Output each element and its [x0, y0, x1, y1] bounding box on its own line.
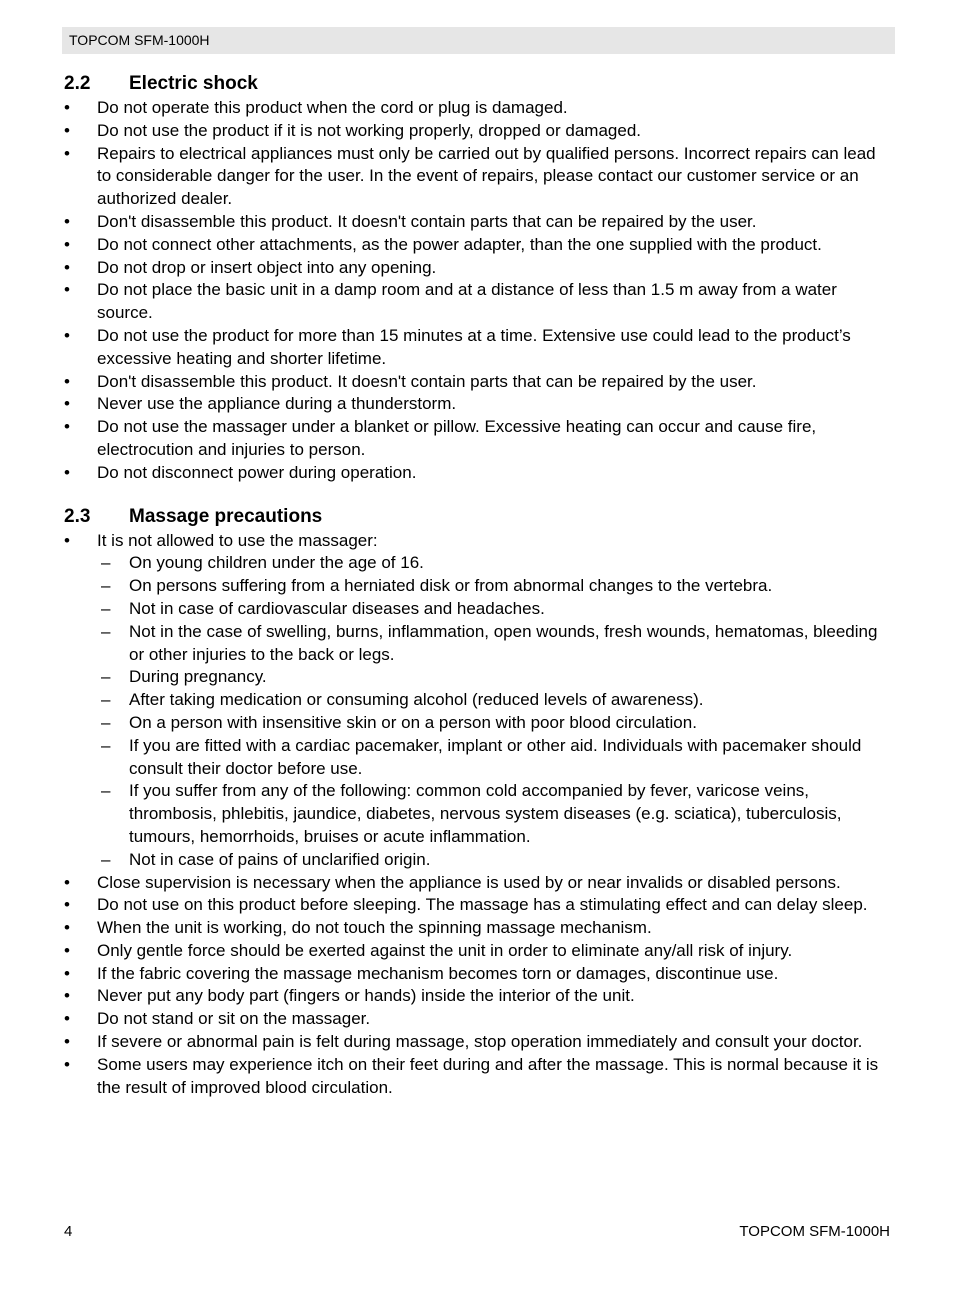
list-item-text: If the fabric covering the massage mechanism becomes torn or damages, discontinue use.	[97, 963, 779, 983]
list-item	[64, 917, 894, 940]
list-item-text: On young children under the age of 16.	[129, 553, 424, 573]
dash-marker: –	[101, 849, 111, 869]
list-item-text: If you suffer from any of the following: common cold accompanied by fever, varicose veins, thrombosis, phlebitis, jaundice, diabetes, nervous system diseases (e.g. sciatica), tuberculosis, tumours, hemorrhoids, bruises or acute inflammation.	[129, 781, 842, 846]
list-item	[64, 416, 894, 462]
section-number: 2.2	[64, 73, 91, 94]
list-item-text: Do not drop or insert object into any opening.	[97, 257, 437, 277]
bullet-marker: •	[64, 986, 70, 1006]
list-item-text: Never put any body part (fingers or hands) inside the interior of the unit.	[97, 986, 635, 1006]
page-number: 4	[64, 1223, 73, 1240]
list-item	[97, 735, 894, 781]
list-item	[64, 393, 894, 416]
list-item	[64, 279, 894, 325]
dash-marker: –	[101, 621, 111, 641]
list-item-text: If you are fitted with a cardiac pacemaker, implant or other aid. Individuals with pacemaker should consult their doctor before use.	[129, 735, 862, 778]
list-item-text: If severe or abnormal pain is felt during massage, stop operation immediately and consult your doctor.	[97, 1032, 863, 1052]
list-item	[64, 963, 894, 986]
bullet-marker: •	[64, 371, 70, 391]
bullet-list	[64, 530, 894, 1100]
dash-marker: –	[101, 598, 111, 618]
list-item-text: Do not use the product for more than 15 minutes at a time. Extensive use could lead to the product’s excessive heating and shorter lifetime.	[97, 325, 851, 368]
bullet-marker: •	[64, 1032, 70, 1052]
list-item	[64, 325, 894, 371]
list-item-text: On persons suffering from a herniated disk or from abnormal changes to the vertebra.	[129, 576, 773, 596]
list-item-text: During pregnancy.	[129, 667, 267, 687]
list-item-text: Do not operate this product when the cord or plug is damaged.	[97, 98, 568, 117]
dash-marker: –	[101, 781, 111, 801]
list-item	[64, 371, 894, 394]
bullet-marker: •	[64, 940, 70, 960]
list-item	[64, 1031, 894, 1054]
list-item	[97, 598, 894, 621]
list-item-text: Repairs to electrical appliances must only be carried out by qualified persons. Incorrect repairs can lead to considerable danger for the user. In the event of repairs, please contact our customer service or an authorized dealer.	[97, 143, 876, 209]
list-item	[64, 120, 894, 143]
header-title: TOPCOM SFM-1000H	[69, 32, 210, 48]
footer-title: TOPCOM SFM-1000H	[739, 1223, 890, 1240]
bullet-marker: •	[64, 963, 70, 983]
list-item-text: It is not allowed to use the massager:	[97, 530, 378, 550]
bullet-marker: •	[64, 462, 70, 482]
list-item-text: After taking medication or consuming alcohol (reduced levels of awareness).	[129, 690, 704, 710]
bullet-marker: •	[64, 530, 70, 550]
list-item	[97, 849, 894, 872]
list-item	[64, 894, 894, 917]
dash-marker: –	[101, 553, 111, 573]
dash-marker: –	[101, 690, 111, 710]
section-electric-shock	[64, 71, 894, 485]
list-item-text: Never use the appliance during a thunderstorm.	[97, 394, 457, 414]
list-item-text: Do not stand or sit on the massager.	[97, 1009, 371, 1029]
bullet-marker: •	[64, 872, 70, 892]
dash-marker: –	[101, 667, 111, 687]
list-item	[97, 780, 894, 848]
list-item-text: Do not connect other attachments, as the power adapter, than the one supplied with the product.	[97, 234, 822, 254]
list-item	[97, 689, 894, 712]
bullet-marker: •	[64, 143, 70, 163]
list-item	[64, 234, 894, 257]
sub-list	[97, 552, 894, 871]
list-item	[97, 712, 894, 735]
list-item-text: Do not place the basic unit in a damp room and at a distance of less than 1.5 m away from a water source.	[97, 280, 837, 323]
section-massage-precautions	[64, 504, 894, 1100]
list-item-text: Do not use the product if it is not working properly, dropped or damaged.	[97, 120, 641, 140]
list-item	[64, 143, 894, 211]
list-item	[64, 940, 894, 963]
list-item-text: Not in case of pains of unclarified origin.	[129, 849, 431, 869]
dash-marker: –	[101, 712, 111, 732]
bullet-marker: •	[64, 280, 70, 300]
list-item-text: Some users may experience itch on their feet during and after the massage. This is normal because it is the result of improved blood circulation.	[97, 1054, 879, 1097]
list-item	[64, 97, 894, 120]
list-item	[64, 1008, 894, 1031]
bullet-marker: •	[64, 417, 70, 437]
bullet-marker: •	[64, 394, 70, 414]
page-content	[64, 71, 894, 1099]
dash-marker: –	[101, 576, 111, 596]
bullet-marker: •	[64, 98, 70, 117]
bullet-marker: •	[64, 257, 70, 277]
bullet-marker: •	[64, 1009, 70, 1029]
dash-marker: –	[101, 735, 111, 755]
list-item-text: On a person with insensitive skin or on a person with poor blood circulation.	[129, 712, 697, 732]
list-item-text: Do not use on this product before sleeping. The massage has a stimulating effect and can delay sleep.	[97, 895, 868, 915]
list-item	[64, 530, 894, 872]
list-item-text: Don't disassemble this product. It doesn't contain parts that can be repaired by the user.	[97, 211, 757, 231]
list-item	[97, 575, 894, 598]
list-item-text: Do not disconnect power during operation.	[97, 462, 417, 482]
bullet-marker: •	[64, 325, 70, 345]
list-item	[64, 872, 894, 895]
list-item	[64, 211, 894, 234]
bullet-marker: •	[64, 918, 70, 938]
page-header	[62, 27, 895, 54]
bullet-marker: •	[64, 234, 70, 254]
bullet-marker: •	[64, 120, 70, 140]
list-item-text: When the unit is working, do not touch the spinning massage mechanism.	[97, 918, 652, 938]
bullet-list	[64, 97, 894, 485]
bullet-marker: •	[64, 211, 70, 231]
list-item-text: Not in case of cardiovascular diseases and headaches.	[129, 598, 545, 618]
list-item-text: Don't disassemble this product. It doesn't contain parts that can be repaired by the user.	[97, 371, 757, 391]
section-heading	[64, 71, 894, 97]
list-item	[97, 621, 894, 667]
list-item-text: Only gentle force should be exerted against the unit in order to eliminate any/all risk of injury.	[97, 940, 793, 960]
list-item	[64, 985, 894, 1008]
list-item	[64, 462, 894, 485]
section-title: Electric shock	[129, 73, 258, 94]
bullet-marker: •	[64, 895, 70, 915]
list-item	[97, 666, 894, 689]
list-item	[97, 552, 894, 575]
list-item-text: Not in the case of swelling, burns, inflammation, open wounds, fresh wounds, hematomas, bleeding or other injuries to the back or legs.	[129, 621, 878, 664]
list-item	[64, 257, 894, 280]
list-item-text: Do not use the massager under a blanket or pillow. Excessive heating can occur and cause fire, electrocution and injuries to person.	[97, 417, 817, 459]
section-heading	[64, 504, 894, 530]
section-number: 2.3	[64, 505, 91, 527]
section-title: Massage precautions	[129, 505, 323, 527]
list-item	[64, 1054, 894, 1100]
bullet-marker: •	[64, 1054, 70, 1074]
list-item-text: Close supervision is necessary when the appliance is used by or near invalids or disabled persons.	[97, 872, 841, 892]
